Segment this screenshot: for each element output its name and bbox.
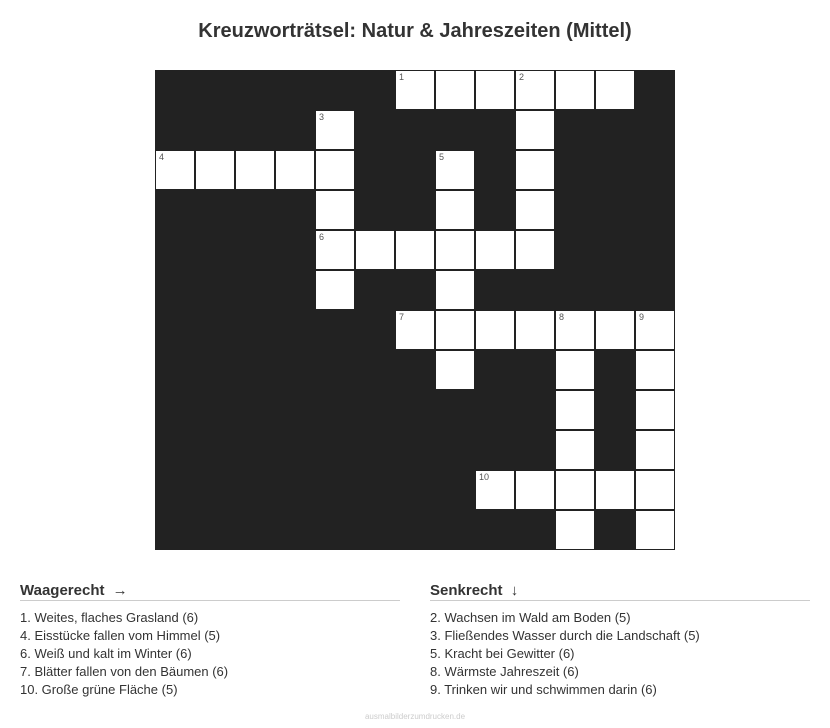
- down-arrow-icon: ↓: [510, 582, 519, 599]
- crossword-cell[interactable]: [355, 230, 395, 270]
- right-arrow-icon: →: [112, 582, 128, 599]
- footer-watermark: ausmalbilderzumdrucken.de: [364, 712, 466, 721]
- clue-across-10: 10. Große grüne Fläche (5): [20, 682, 178, 697]
- crossword-cell[interactable]: [155, 150, 195, 190]
- clue-across-1: 1. Weites, flaches Grasland (6): [20, 610, 199, 625]
- crossword-cell[interactable]: [315, 110, 355, 150]
- cell-number: 3: [319, 112, 325, 122]
- down-heading-label: Senkrecht: [430, 582, 503, 599]
- down-heading: [430, 582, 810, 601]
- crossword-cell[interactable]: [515, 470, 555, 510]
- crossword-cell[interactable]: [315, 150, 355, 190]
- cell-number: 8: [559, 312, 565, 322]
- across-heading: [20, 582, 400, 601]
- clue-across-6: 6. Weiß und kalt im Winter (6): [20, 646, 192, 661]
- crossword-cell[interactable]: [635, 510, 675, 550]
- clue-down-5: 5. Kracht bei Gewitter (6): [430, 646, 575, 661]
- across-clues: [20, 582, 400, 699]
- crossword-cell[interactable]: [635, 390, 675, 430]
- crossword-cell[interactable]: [275, 150, 315, 190]
- crossword-cell[interactable]: [235, 150, 275, 190]
- crossword-cell[interactable]: [555, 430, 595, 470]
- cell-number: 2: [519, 72, 525, 82]
- clue-across-4: 4. Eisstücke fallen vom Himmel (5): [20, 628, 221, 643]
- clue-down-9: 9. Trinken wir und schwimmen darin (6): [430, 682, 657, 697]
- crossword-cell[interactable]: [555, 70, 595, 110]
- clue-across-7: 7. Blätter fallen von den Bäumen (6): [20, 664, 229, 679]
- cell-number: 9: [639, 312, 645, 322]
- crossword-cell[interactable]: [475, 470, 515, 510]
- cell-number: 10: [479, 472, 490, 482]
- cell-number: 7: [399, 312, 405, 322]
- crossword-cell[interactable]: [515, 230, 555, 270]
- crossword-cell[interactable]: [435, 70, 475, 110]
- clue-down-2: 2. Wachsen im Wald am Boden (5): [430, 610, 631, 625]
- crossword-cell[interactable]: [395, 70, 435, 110]
- cell-number: 5: [439, 152, 445, 162]
- crossword-cell[interactable]: [515, 150, 555, 190]
- crossword-cell[interactable]: [475, 230, 515, 270]
- crossword-cell[interactable]: [315, 230, 355, 270]
- crossword-cell[interactable]: [395, 310, 435, 350]
- crossword-cell[interactable]: [515, 190, 555, 230]
- crossword-cell[interactable]: [555, 470, 595, 510]
- crossword-cell[interactable]: [635, 430, 675, 470]
- crossword-cell[interactable]: [515, 310, 555, 350]
- clue-down-3: 3. Fließendes Wasser durch die Landschaft (5): [430, 628, 700, 643]
- crossword-grid: [155, 70, 675, 550]
- across-heading-label: Waagerecht: [20, 582, 105, 599]
- crossword-cell[interactable]: [315, 270, 355, 310]
- crossword-cell[interactable]: [315, 190, 355, 230]
- crossword-cell[interactable]: [435, 270, 475, 310]
- crossword-cell[interactable]: [475, 310, 515, 350]
- crossword-cell[interactable]: [435, 150, 475, 190]
- cell-number: 1: [399, 72, 405, 82]
- crossword-cell[interactable]: [555, 310, 595, 350]
- crossword-cell[interactable]: [515, 110, 555, 150]
- crossword-cell[interactable]: [435, 230, 475, 270]
- crossword-cell[interactable]: [635, 350, 675, 390]
- crossword-cell[interactable]: [595, 470, 635, 510]
- crossword-cell[interactable]: [435, 190, 475, 230]
- crossword-cell[interactable]: [195, 150, 235, 190]
- crossword-cell[interactable]: [555, 510, 595, 550]
- down-clues: [430, 582, 810, 699]
- page-title: Kreuzworträtsel: Natur & Jahreszeiten (Mittel): [198, 20, 632, 42]
- crossword-cell[interactable]: [435, 310, 475, 350]
- crossword-cell[interactable]: [515, 70, 555, 110]
- crossword-cell[interactable]: [595, 70, 635, 110]
- crossword-cell[interactable]: [595, 310, 635, 350]
- clue-down-8: 8. Wärmste Jahreszeit (6): [430, 664, 579, 679]
- crossword-cell[interactable]: [435, 350, 475, 390]
- crossword-cell[interactable]: [555, 350, 595, 390]
- cell-number: 6: [319, 232, 325, 242]
- crossword-cell[interactable]: [555, 390, 595, 430]
- crossword-cell[interactable]: [635, 470, 675, 510]
- cell-number: 4: [159, 152, 165, 162]
- crossword-cell[interactable]: [475, 70, 515, 110]
- crossword-cell[interactable]: [635, 310, 675, 350]
- crossword-cell[interactable]: [395, 230, 435, 270]
